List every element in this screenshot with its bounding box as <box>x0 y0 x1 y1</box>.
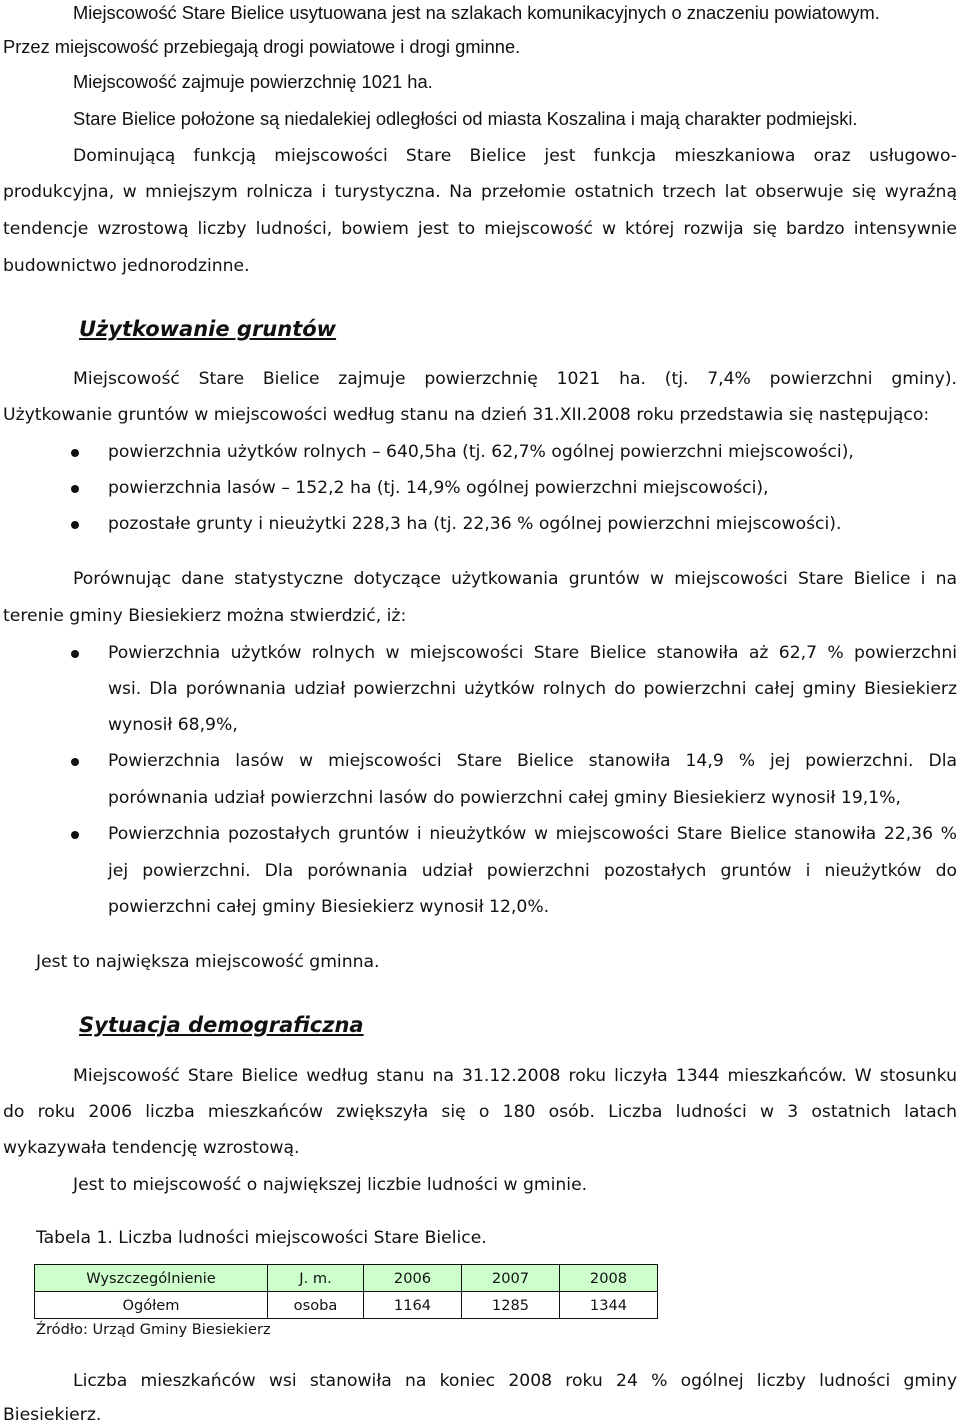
table-caption: Tabela 1. Liczba ludności miejscowości Stare Bielice. <box>36 1228 487 1248</box>
land-use-list-item: powierzchnia użytków rolnych – 640,5ha (tj. 62,7% ogólnej powierzchni miejscowości), <box>108 442 854 462</box>
table-cell: 1164 <box>364 1292 462 1319</box>
demography-para-line: wykazywała tendencję wzrostową. <box>3 1138 300 1158</box>
final-para-line: Biesiekierz. <box>3 1405 102 1425</box>
final-para-line: Liczba mieszkańców wsi stanowiła na koniec 2008 roku 24 % ogólnej liczby ludności gminy <box>73 1371 957 1391</box>
table-source: Źródło: Urząd Gminy Biesiekierz <box>36 1321 271 1338</box>
compare-para-line: terenie gminy Biesiekierz można stwierdzić, iż: <box>3 606 407 626</box>
table-row <box>35 1292 658 1319</box>
function-para-line: tendencje wzrostową liczby ludności, bowiem jest to miejscowość w której rozwija się bardzo intensywnie <box>3 219 957 239</box>
heading-demography: Sytuacja demograficzna <box>79 1013 364 1037</box>
compare-item-agri-line: wynosił 68,9%, <box>108 715 238 735</box>
intro-line-area: Miejscowość zajmuje powierzchnię 1021 ha. <box>73 71 433 92</box>
intro-line-roads: Przez miejscowość przebiegają drogi powiatowe i drogi gminne. <box>3 36 521 57</box>
land-use-para-line: Miejscowość Stare Bielice zajmuje powierzchnię 1021 ha. (tj. 7,4% powierzchni gminy). <box>73 369 957 389</box>
bullet-icon <box>71 650 79 658</box>
demography-para-line: do roku 2006 liczba mieszkańców zwiększyła się o 180 osób. Liczba ludności w 3 ostatnich latach <box>3 1102 957 1122</box>
demography-closing: Jest to miejscowość o największej liczbie ludności w gminie. <box>73 1175 588 1195</box>
table-header-cell: 2007 <box>462 1265 560 1292</box>
table-header-cell: 2006 <box>364 1265 462 1292</box>
land-use-para-line: Użytkowanie gruntów w miejscowości według stanu na dzień 31.XII.2008 roku przedstawia się następująco: <box>3 405 930 425</box>
compare-item-forest-line: porównania udział powierzchni lasów do powierzchni całej gminy Biesiekierz wynosił 19,1%, <box>108 788 901 808</box>
function-para-line: produkcyjna, w mniejszym rolnicza i turystyczna. Na przełomie ostatnich trzech lat obserwuje się wyraźną <box>3 182 957 202</box>
function-para-line: Dominującą funkcją miejscowości Stare Bielice jest funkcja mieszkaniowa oraz usługowo- <box>73 146 957 166</box>
land-use-list-item: pozostałe grunty i nieużytki 228,3 ha (tj. 22,36 % ogólnej powierzchni miejscowości). <box>108 514 842 534</box>
land-use-list-item: powierzchnia lasów – 152,2 ha (tj. 14,9% ogólnej powierzchni miejscowości), <box>108 478 769 498</box>
table-cell: 1344 <box>560 1292 658 1319</box>
table-cell: Ogółem <box>35 1292 268 1319</box>
intro-line-koszalin: Stare Bielice położone są niedalekiej odległości od miasta Koszalina i mają charakter podmiejski. <box>73 108 858 129</box>
intro-line-location: Miejscowość Stare Bielice usytuowana jest na szlakach komunikacyjnych o znaczeniu powiatowym. <box>73 2 880 23</box>
demography-para-line: Miejscowość Stare Bielice według stanu na 31.12.2008 roku liczyła 1344 mieszkańców. W stosunku <box>73 1066 957 1086</box>
bullet-icon <box>71 521 79 529</box>
bullet-icon <box>71 758 79 766</box>
compare-item-other-line: Powierzchnia pozostałych gruntów i nieużytków w miejscowości Stare Bielice stanowiła 22,36 % <box>108 824 957 844</box>
heading-land-use: Użytkowanie gruntów <box>79 317 337 341</box>
table-cell: osoba <box>268 1292 364 1319</box>
table-header-row <box>35 1265 658 1292</box>
land-use-closing: Jest to największa miejscowość gminna. <box>36 952 380 972</box>
table-cell: 1285 <box>462 1292 560 1319</box>
compare-item-forest-line: Powierzchnia lasów w miejscowości Stare Bielice stanowiła 14,9 % jej powierzchni. Dla <box>108 751 957 771</box>
bullet-icon <box>71 449 79 457</box>
compare-item-agri-line: Powierzchnia użytków rolnych w miejscowości Stare Bielice stanowiła aż 62,7 % powierzchni <box>108 643 957 663</box>
compare-item-other-line: jej powierzchni. Dla porównania udział powierzchni pozostałych gruntów i nieużytków do <box>108 861 957 881</box>
table-header-cell: 2008 <box>560 1265 658 1292</box>
population-table <box>34 1264 658 1319</box>
compare-para-line: Porównując dane statystyczne dotyczące użytkowania gruntów w miejscowości Stare Bielice i na <box>73 569 957 589</box>
bullet-icon <box>71 485 79 493</box>
compare-item-agri-line: wsi. Dla porównania udział powierzchni użytków rolnych do powierzchni całej gminy Biesiekierz <box>108 679 957 699</box>
compare-item-other-line: powierzchni całej gminy Biesiekierz wynosił 12,0%. <box>108 897 550 917</box>
table-header-cell: J. m. <box>268 1265 364 1292</box>
function-para-line: budownictwo jednorodzinne. <box>3 256 250 276</box>
table-header-cell: Wyszczególnienie <box>35 1265 268 1292</box>
bullet-icon <box>71 831 79 839</box>
